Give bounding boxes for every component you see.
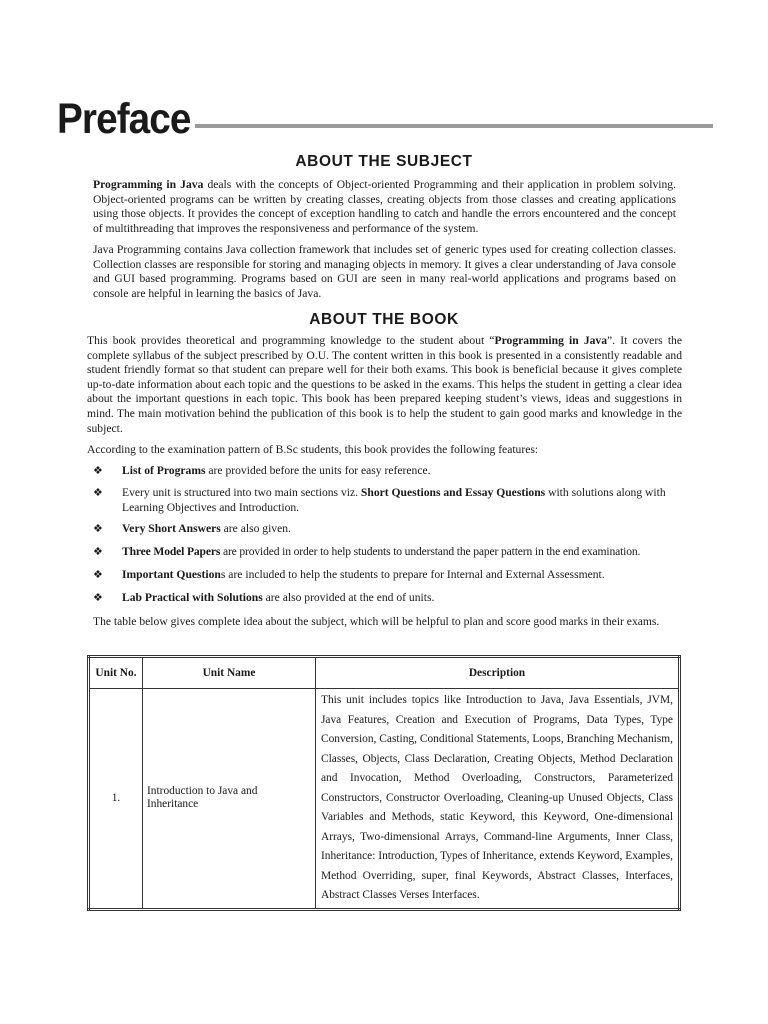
- cell-unit-name: Introduction to Java and Inheritance: [143, 689, 316, 910]
- feature-item: [93, 591, 683, 606]
- cell-unit-no: 1.: [89, 689, 143, 910]
- about-subject-heading: ABOUT THE SUBJECT: [295, 153, 473, 170]
- feature-text-pre: Every unit is structured into two main sections viz.: [122, 486, 361, 499]
- feature-item: [93, 568, 683, 583]
- feature-bold: Very Short Answers: [122, 522, 221, 535]
- header-description: Description: [316, 657, 680, 689]
- feature-item: [93, 545, 683, 560]
- diamond-bullet-icon: ❖: [93, 465, 103, 477]
- feature-bold: Three Model Papers: [122, 545, 221, 558]
- table-intro-paragraph: The table below gives complete idea about the subject, which will be helpful to plan and score good marks in their exams.: [93, 615, 660, 628]
- page-title: Preface: [57, 95, 191, 143]
- page-header: [57, 92, 713, 142]
- diamond-bullet-icon: ❖: [93, 569, 103, 581]
- diamond-bullet-icon: ❖: [93, 487, 103, 499]
- table-header-row: [89, 657, 680, 689]
- feature-bold: Short Questions and Essay Questions: [360, 486, 546, 499]
- feature-item: [93, 522, 683, 537]
- diamond-bullet-icon: ❖: [93, 523, 103, 535]
- feature-item: [93, 464, 683, 479]
- subject-paragraph-2: Java Programming contains Java collection framework that includes set of generic types used for creating collection classes. Collection classes are responsible for storing and managing objects in memory. It gives a clear understanding of Java console and GUI based programming. Programs based on GUI are seen in many real-world applications and programs based on console are helpful in learning the basics of Java.: [93, 243, 676, 300]
- diamond-bullet-icon: ❖: [93, 592, 103, 604]
- feature-text: with solutions along with Learning Objectives and Introduction.: [122, 486, 666, 514]
- cell-description: This unit includes topics like Introduction to Java, Java Essentials, JVM, Java Features, Creation and Execution of Programs, Data Types, Type Conversion, Casting, Conditional Statements, Loops, Branching Mechanism, Classes, Objects, Class Declaration, Creating Objects, Method Declaration and Invocation, Method Overloading, Constructors, Parameterized Constructors, Constructor Overloading, Cleaning-up Unused Objects, Class Variables and Methods, static Keyword, this Keyword, One-dimensional Arrays, Two-dimensional Arrays, Command-line Arguments, Inner Class, Inheritance: Introduction, Types of Inheritance, extends Keyword, Examples, Method Overriding, super, final Keywords, Abstract Classes, Interfaces, Abstract Classes Verses Interfaces.: [316, 689, 680, 910]
- feature-text: are provided in order to help students to understand the paper pattern in the end examination.: [220, 545, 641, 558]
- header-unit-no: Unit No.: [89, 657, 143, 689]
- book-p1-text-b: ”. It covers the complete syllabus of the subject prescribed by O.U. The content written in this book is presented in a consistently readable and student friendly format so that student can prepare well for their both exams. This book is beneficial because it gives complete up-to-date information about each topic and the questions to be asked in the exams. This helps the student in getting a clear idea about the important questions in each topic. This book has been prepared keeping student’s views, ideas and suggestions in mind. The main motivation behind the publication of this book is to help the student to gain good marks and knowledge in the subject.: [87, 334, 682, 435]
- subject-p1-text: deals with the concepts of Object-oriented Programming and their application in problem solving. Object-oriented programs can be written by creating classes, creating objects from those classes and creating applications using those objects. It provides the concept of exception handling to catch and handle the errors encountered and the concept of multithreading that improves the responsiveness and performance of the system.: [93, 178, 676, 235]
- feature-bold: List of Programs: [122, 464, 206, 477]
- book-p1-bold: Programming in Java: [494, 334, 608, 347]
- diamond-bullet-icon: ❖: [93, 546, 103, 558]
- header-unit-name: Unit Name: [143, 657, 316, 689]
- feature-text: are also given.: [220, 522, 291, 535]
- feature-text: are provided before the units for easy reference.: [205, 464, 431, 477]
- subject-paragraph-1: [93, 178, 676, 236]
- book-paragraph-2: According to the examination pattern of B.Sc students, this book provides the following features:: [87, 443, 539, 456]
- feature-item: [93, 486, 683, 515]
- subject-p1-bold: Programming in Java: [93, 178, 204, 191]
- about-book-heading: ABOUT THE BOOK: [309, 311, 459, 328]
- title-rule: [195, 124, 713, 128]
- feature-text: s are included to help the students to prepare for Internal and External Assessment.: [220, 568, 605, 581]
- feature-bold: Lab Practical with Solutions: [122, 591, 263, 604]
- book-paragraph-1: [87, 334, 682, 436]
- syllabus-table: [87, 655, 681, 911]
- table-row: [89, 689, 680, 910]
- book-p1-text-a: This book provides theoretical and programming knowledge to the student about “: [87, 334, 495, 347]
- feature-text: are also provided at the end of units.: [262, 591, 435, 604]
- feature-bold: Important Question: [122, 568, 221, 581]
